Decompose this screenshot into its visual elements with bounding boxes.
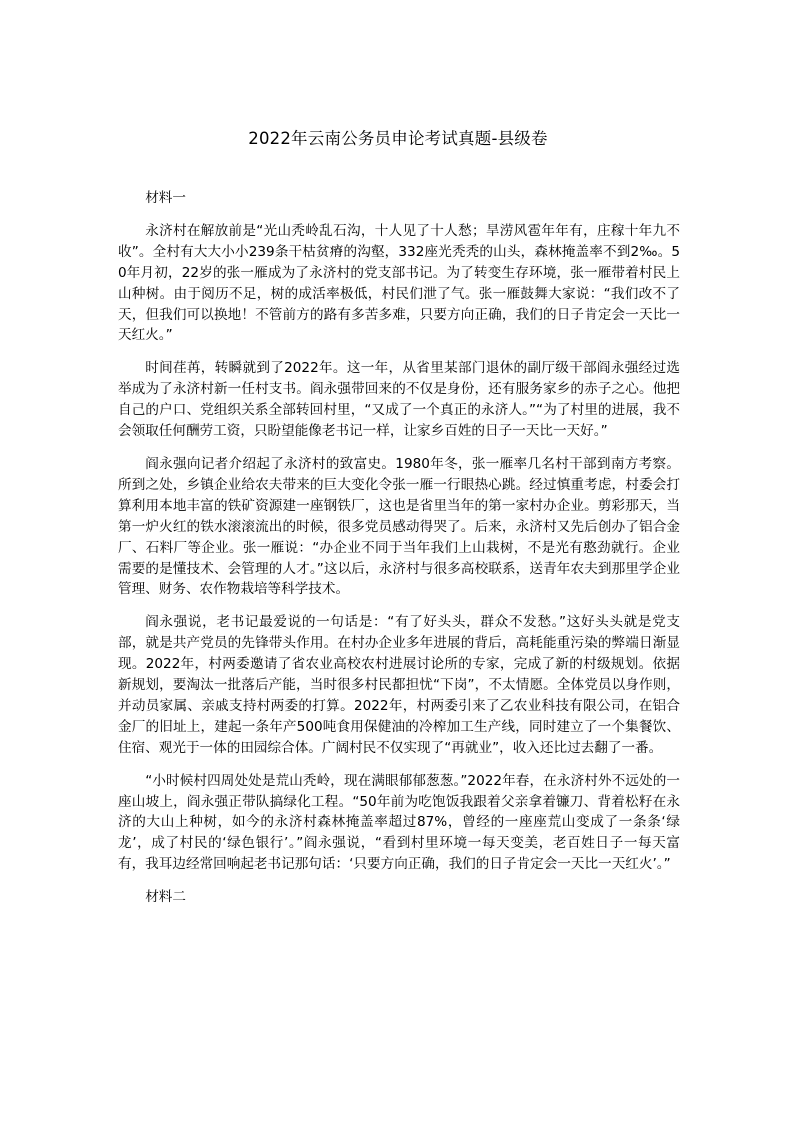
page-title: 2022年云南公务员申论考试真题-县级卷 [248,129,548,148]
paragraph-3: 阎永强向记者介绍起了永济村的致富史。1980年冬，张一雁率几名村干部到南方考察。所到之处，乡镇企业给农夫带来的巨大变化令张一雁一行眼热心跳。经过慎重考虑，村委会打算利用本地丰富的铁矿资源建一座钢铁厂，这也是省里当年的第一家村办企业。剪彩那天，当第一炉火红的铁水滚滚流出的时候，很多党员感动得哭了。后来，永济村又先后创办了铝合金厂、石料厂等企业。张一雁说：“办企业不同于当年我们上山栽树，不是光有憨劲就行。企业需要的是懂技术、会管理的人才。”这以后，永济村与很多高校联系，送青年农夫到那里学企业管理、财务、农作物栽培等科学技术。 [118,455,680,598]
paragraph-2: 时间荏苒，转瞬就到了2022年。这一年，从省里某部门退休的副厅级干部阎永强经过选举成为了永济村新一任村支书。阎永强带回来的不仅是身份，还有服务家乡的赤子之心。他把自己的户口、党组织关系全部转回村里，“又成了一个真正的永济人。”“为了村里的进展，我不会领取任何酬劳工资，只盼望能像老书记一样，让家乡百姓的日子一天比一天好。” [118,360,680,440]
paragraph-5: “小时候村四周处处是荒山秃岭，现在满眼郁郁葱葱。”2022年春，在永济村外不远处的一座山坡上，阎永强正带队搞绿化工程。“50年前为吃饱饭我跟着父亲拿着镰刀、背着松籽在永济的大山上种树，如今的永济村森林掩盖率超过87%，曾经的一座座荒山变成了一条条‘绿龙’，成了村民的‘绿色银行’。”阎永强说，“看到村里环境一每天变美，老百姓日子一每天富有，我耳边经常回响起老书记那句话：‘只要方向正确，我们的日子肯定会一天比一天红火’。” [118,772,680,873]
section-label-material-one: 材料一 [145,190,186,206]
document-body [118,188,680,920]
paragraph-1: 永济村在解放前是“光山秃岭乱石沟，十人见了十人愁；旱涝风雹年年有，庄稼十年九不收”。全村有大大小小239条干枯贫瘠的沟壑，332座光秃秃的山头，森林掩盖率不到2‰。50年月初，22岁的张一雁成为了永济村的党支部书记。为了转变生存环境，张一雁带着村民上山种树。由于阅历不足，树的成活率极低，村民们泄了气。张一雁鼓舞大家说：“我们改不了天，但我们可以换地！不管前方的路有多苦多难，只要方向正确，我们的日子肯定会一天比一天红火。” [118,222,680,344]
paragraph-4: 阎永强说，老书记最爱说的一句话是：“有了好头头，群众不发愁。”这好头头就是党支部，就是共产党员的先锋带头作用。在村办企业多年进展的背后，高耗能重污染的弊端日渐显现。2022年，村两委邀请了省农业高校农村进展讨论所的专家，完成了新的村级规划。依据新规划，要淘汰一批落后产能，当时很多村民都担忧“下岗”，不太情愿。全体党员以身作则，并动员家属、亲戚支持村两委的打算。2022年，村两委引来了乙农业科技有限公司，在铝合金厂的旧址上，建起一条年产500吨食用保健油的冷榨加工生产线，同时建立了一个集餐饮、住宿、观光于一体的田园综合体。广阔村民不仅实现了“再就业”，收入还比过去翻了一番。 [118,614,680,756]
section-label-material-two: 材料二 [145,889,186,906]
